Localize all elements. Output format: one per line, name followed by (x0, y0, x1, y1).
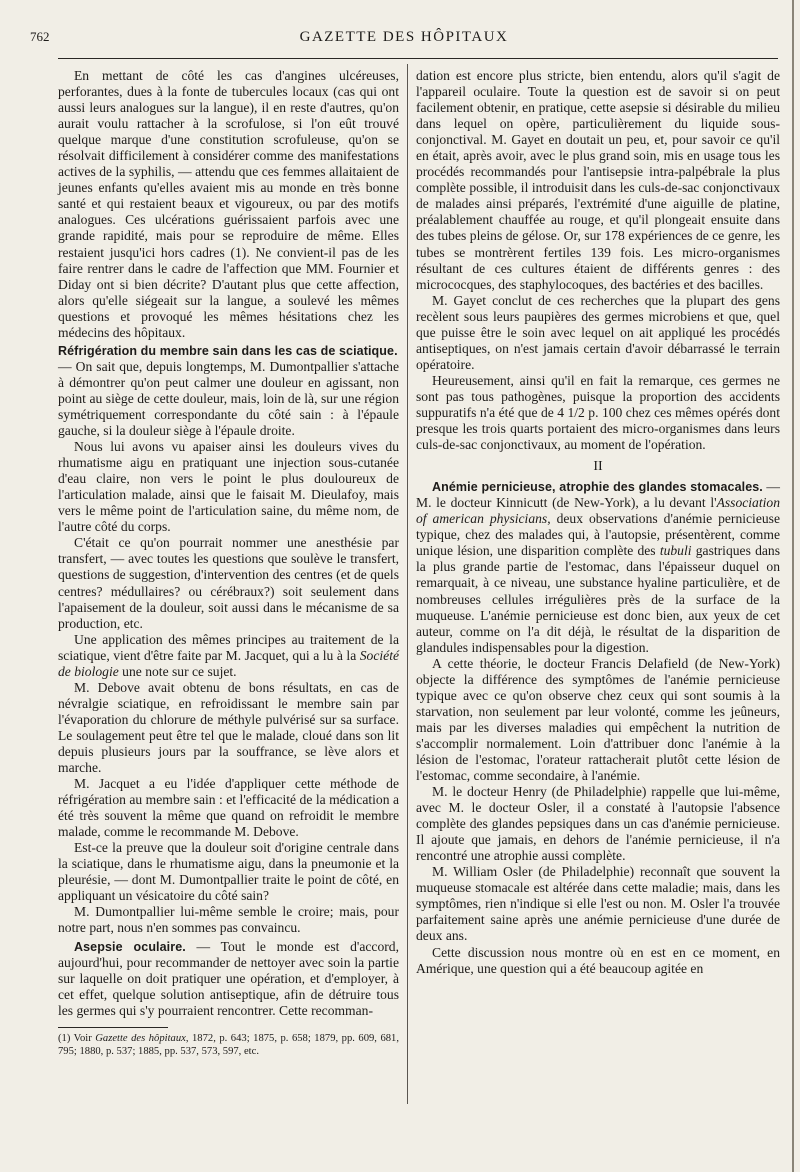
paragraph: M. Dumontpallier lui-même semble le croire; mais, pour notre part, nous n'en sommes pas convaincu. (58, 904, 399, 936)
paragraph (58, 632, 399, 680)
section-title-sciatique: Réfrigération du membre sain dans les cas de sciatique. (58, 343, 398, 358)
paragraph: Heureusement, ainsi qu'il en fait la remarque, ces germes ne sont pas tous pathogènes, puisque la proportion des accidents suppuratifs n'a été que de 4 1/2 p. 100 chez ces mêmes opérés dont presque les trois quarts portaient des micro-organismes dans leurs culs-de-sac conjonctivaux, au moment de l'opération. (416, 372, 780, 453)
paragraph: Nous lui avons vu apaiser ainsi les douleurs vives du rhumatisme aigu en pratiquant une injection sous-cutanée d'eau claire, non vers le point le plus douloureux de l'articulation malade, ainsi que le faisait M. Dieulafoy, mais vers le même point de l'articulation saine, du même nom, de l'autre côté du corps. (58, 439, 399, 535)
paragraph: — On sait que, depuis longtemps, M. Dumontpallier s'attache à démontrer qu'on peut calmer une douleur en agissant, non point au siège de cette douleur, mais, loin de là, sur une région symétriquement correspondante du côté sain : à l'épaule gauche, si la douleur siège à l'épaule droite. (58, 358, 399, 439)
right-column (416, 68, 780, 977)
column-divider (407, 64, 408, 1104)
paragraph: En mettant de côté les cas d'angines ulcéreuses, perforantes, dues à la fonte de tubercules locaux (cas qui ont aussi leurs analogues sur la langue), il en reste d'autres, qu'on aurait voulu rattacher à la scrofulose, si l'on eût trouvé quelque marque d'une constitution scrofuleuse, qu'on se résolvait difficilement à considérer comme des manifestations actives de la syphilis, — attendu que ces femmes allaitaient de jeunes enfants qu'elles avaient mis au monde en très bonne santé et qui restaient beaux et vigoureux, ou par des motifs analogues. Ces ulcérations guérissaient parfois avec une grande rapidité, mais pour se reproduire de même. Elles restaient jusqu'ici hors cadres (1). Ne convient-il pas de les faire rentrer dans le cadre de l'affection que MM. Fournier et Diday ont si bien décrite? D'autant plus que cette affection, alors qu'elle siégeait sur la langue, a soulevé les mêmes questions et provoqué les mêmes hésitations chez les médecins des hôpitaux. (58, 68, 399, 340)
paragraph: M. le docteur Henry (de Philadelphie) rappelle que lui-même, avec M. le docteur Osler, il a constaté à l'autopsie l'absence complète des glandes pepsiques dans un cas d'anémie pernicieuse. Il ajoute que jamais, en dehors de l'anémie pernicieuse, il n'a rencontré une atrophie aussi complète. (416, 784, 780, 864)
text-run: (1) Voir (58, 1032, 96, 1044)
footnote-rule (58, 1027, 168, 1028)
paragraph: M. Jacquet a eu l'idée d'appliquer cette méthode de réfrigération au membre sain : et l'efficacité de la médication a été très souvent la même que quand on refroidit le membre malade, comme le recommande M. Debove. (58, 776, 399, 840)
section-title-anemie: Anémie pernicieuse, atrophie des glandes stomacales. (432, 480, 763, 495)
paragraph: Est-ce la preuve que la douleur soit d'origine centrale dans la sciatique, dans le rhumatisme aigu, dans la pneumonie et la pleurésie, — dont M. Dumontpallier traite le point de côté, en appliquant un vésicatoire du côté sain? (58, 840, 399, 904)
paragraph-asepsie (58, 939, 399, 1019)
paragraph-anemie (416, 479, 780, 656)
text-run: — Tout le monde est d'accord, aujourd'hui, pour recommander de nettoyer avec soin la partie sur laquelle on doit pratiquer une opération, et d'employer, à cet effet, quelque solution antiseptique, afin de détruire tous les germes qui s'y pourraient rencontrer. Cette recomman- (58, 938, 399, 1018)
left-column (58, 68, 399, 1058)
paragraph: M. William Osler (de Philadelphie) reconnaît que souvent la muqueuse stomacale est altérée dans cette maladie; mais, dans les symptômes, rien n'indique si elle l'est ou non. M. Osler l'a trouvée parfaitement saine après une anémie pernicieuse d'une durée de deux ans. (416, 864, 780, 944)
paragraph: M. Debove avait obtenu de bons résultats, en cas de névralgie sciatique, en refroidissant le membre sain par l'évaporation du chlorure de méthyle pulvérisé sur sa surface. Le soulagement peut être tel que le malade, cloué dans son lit depuis plusieurs jours par la souffrance, se lève alors et marche. (58, 679, 399, 776)
page-header (30, 22, 778, 52)
footnote (58, 1032, 399, 1058)
italic-text: tubuli (659, 543, 692, 559)
section-numeral: II (593, 459, 603, 475)
text-run: gastriques dans la plus grande partie de l'estomac, dans l'épaisseur duquel on remarquait, à ce niveau, une substance hyaline particulière, et de nombreuses cellules irrégulières près de la surface de la muqueuse. L'anémie pernicieuse est donc bien, aux yeux de cet auteur, comme on l'a dit déjà, le résultat de la disparition de glandules indispensables pour la digestion. (416, 543, 780, 655)
journal-title: GAZETTE DES HÔPITAUX (299, 28, 509, 45)
paragraph: C'était ce qu'on pourrait nommer une anesthésie par transfert, — avec toutes les questions que soulève le transfert, questions de suggestion, d'intervention des centres (et de quels centres? médullaires? ou cérébraux?) soit seulement dans l'apaisement de la douleur, soit aussi dans le mécanisme de sa production, etc. (58, 535, 399, 631)
paragraph: A cette théorie, le docteur Francis Delafield (de New-York) objecte la différence des symptômes de l'anémie pernicieuse typique avec ce qu'on observe chez ceux qui sont soumis à la starvation, non seulement par leur volonté, comme les jeûneurs, mais par les diverses maladies qui empêchent la nutrition de s'accomplir normalement. Loin d'attribuer donc l'anémie à la lésion de l'estomac, l'orateur rattacherait plutôt cette lésion de l'estomac, comme secondaire, à l'anémie. (416, 655, 780, 784)
header-rule (58, 58, 778, 59)
text-run: une note sur ce sujet. (118, 663, 237, 679)
italic-text: Gazette des hôpitaux (95, 1032, 186, 1044)
section-title-asepsie: Asepsie oculaire. (74, 939, 186, 954)
paragraph: dation est encore plus stricte, bien entendu, alors qu'il s'agit de l'appareil oculaire. Toute la question est de savoir si on peut facilement obtenir, en pratique, cette asepsie si désirable du milieu dans lequel on opère, particulièrement du liquide sous-conjonctival. M. Gayet en doutait un peu, et, pour savoir ce qu'il en était, après avoir, avec le plus grand soin, mis en usage tous les procédés recommandés pour l'antisepsie intra-palpébrale la plus complète possible, il introduisit dans les culs-de-sac conjonctivaux de malades ainsi préparés, l'extrémité d'une aiguille de platine, préalablement chauffée au rouge, et qu'il plongeait ensuite dans des tubes pleins de gélose. Or, sur 178 expériences de ce genre, les tubes se montrèrent fertiles 139 fois. Les micro-organismes résultant de ces cultures étaient de différents genres : des micrococques, des staphylocoques, des bactéries et des bacilles. (416, 68, 780, 292)
paragraph-sciatique (58, 343, 399, 359)
text-run: Une application des mêmes principes au traitement de la sciatique, vient d'être faite par M. Jacquet, qui a lu à la (58, 631, 399, 663)
page-number: 762 (30, 29, 50, 44)
italic-text: Société de biologie (58, 647, 399, 679)
text-run: , deux observations d'anémie pernicieuse typique, chez des malades qui, à l'autopsie, présentèrent, comme unique lésion, une disparition complète des (416, 511, 780, 559)
paragraph: Cette discussion nous montre où en est en ce moment, en Amérique, une question qui a été beaucoup agitée en (416, 944, 780, 976)
italic-text: Association of american physicians (416, 495, 780, 527)
text-run: — M. le docteur Kinnicutt (de New-York), a lu devant l' (416, 479, 780, 511)
paragraph: M. Gayet conclut de ces recherches que la plupart des gens recèlent sous leurs paupières des germes microbiens et que, quel que puisse être le soin avec lequel on ait appliqué les procédés antiseptiques, on n'est jamais certain d'avoir débarrassé le terrain opératoire. (416, 292, 780, 372)
page-edge (792, 0, 794, 1172)
text-run: , 1872, p. 643; 1875, p. 658; 1879, pp. 609, 681, 795; 1880, p. 537; 1885, pp. 537, 573, 597, etc. (58, 1032, 400, 1057)
